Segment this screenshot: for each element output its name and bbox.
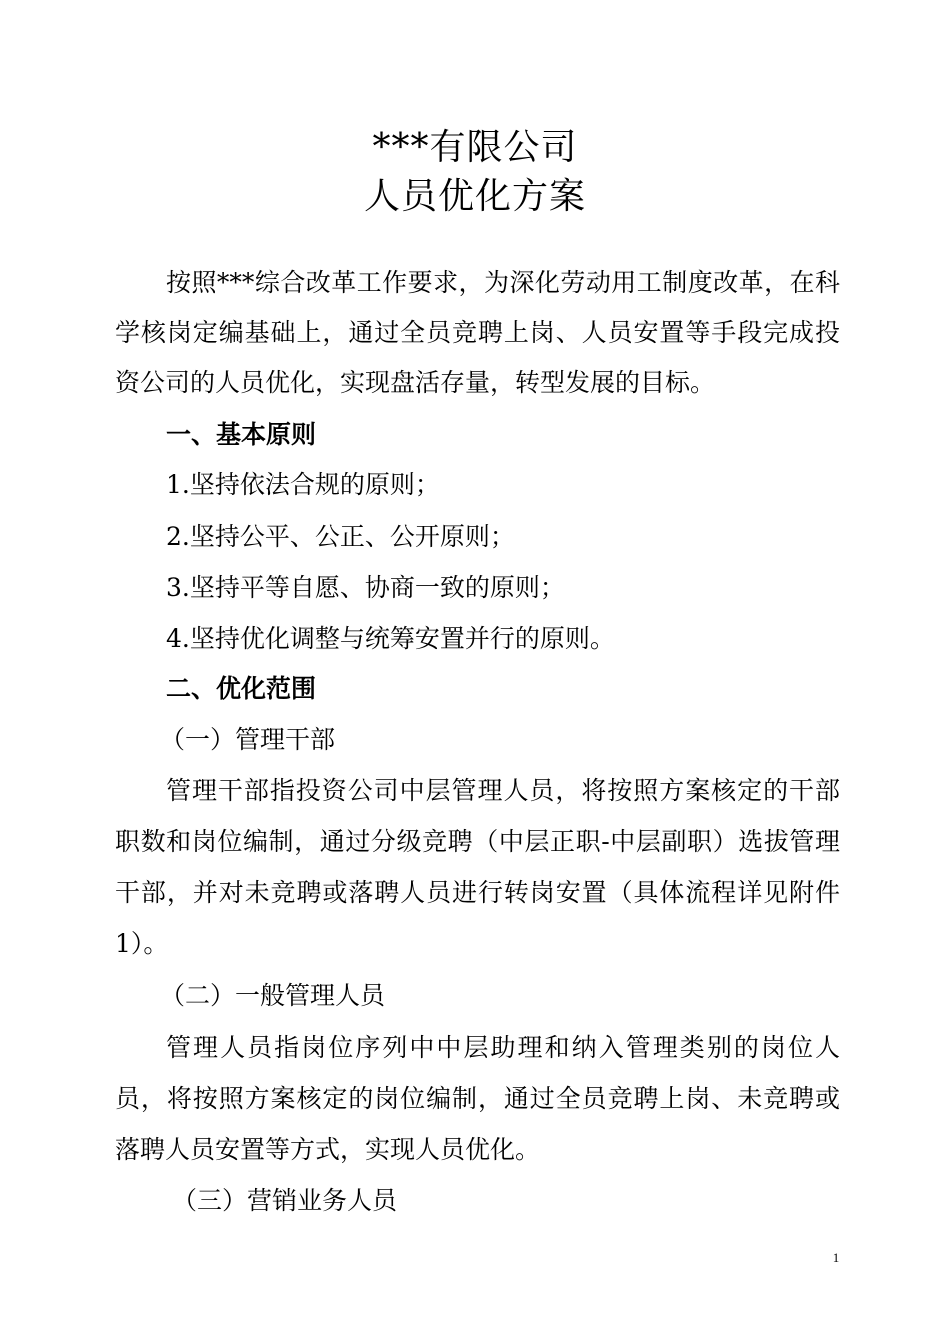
paragraph-line: 员，将按照方案核定的岗位编制，通过全员竞聘上岗、未竞聘或	[115, 1084, 840, 1113]
paragraph-line: 1）。	[115, 929, 169, 958]
principle-item: 1.坚持依法合规的原则；	[166, 470, 440, 499]
subsection-heading: （三）营销业务人员	[172, 1186, 398, 1215]
paragraph-line: 管理人员指岗位序列中中层助理和纳入管理类别的岗位人	[166, 1033, 840, 1062]
intro-line: 资公司的人员优化，实现盘活存量，转型发展的目标。	[115, 368, 716, 397]
company-title: ***有限公司	[372, 127, 578, 168]
paragraph-line: 管理干部指投资公司中层管理人员，将按照方案核定的干部	[166, 776, 840, 805]
principle-item: 3.坚持平等自愿、协商一致的原则；	[166, 573, 565, 602]
paragraph-line: 职数和岗位编制，通过分级竞聘（中层正职-中层副职）选拔管理	[115, 827, 840, 856]
section-heading-scope: 二、优化范围	[166, 674, 317, 703]
paragraph-line: 干部，并对未竞聘或落聘人员进行转岗安置（具体流程详见附件	[115, 878, 840, 907]
paragraph-line: 落聘人员安置等方式，实现人员优化。	[115, 1135, 541, 1164]
section-heading-principles: 一、基本原则	[166, 420, 317, 449]
principle-item: 4.坚持优化调整与统筹安置并行的原则。	[166, 624, 615, 653]
intro-line: 学核岗定编基础上，通过全员竞聘上岗、人员安置等手段完成投	[115, 318, 840, 347]
subsection-heading: （二）一般管理人员	[160, 981, 386, 1010]
page-number: 1	[832, 1250, 840, 1265]
principle-item: 2.坚持公平、公正、公开原则；	[166, 522, 515, 551]
subsection-heading: （一）管理干部	[160, 725, 336, 754]
document-title: 人员优化方案	[363, 176, 586, 217]
intro-line: 按照***综合改革工作要求，为深化劳动用工制度改革，在科	[166, 268, 840, 297]
